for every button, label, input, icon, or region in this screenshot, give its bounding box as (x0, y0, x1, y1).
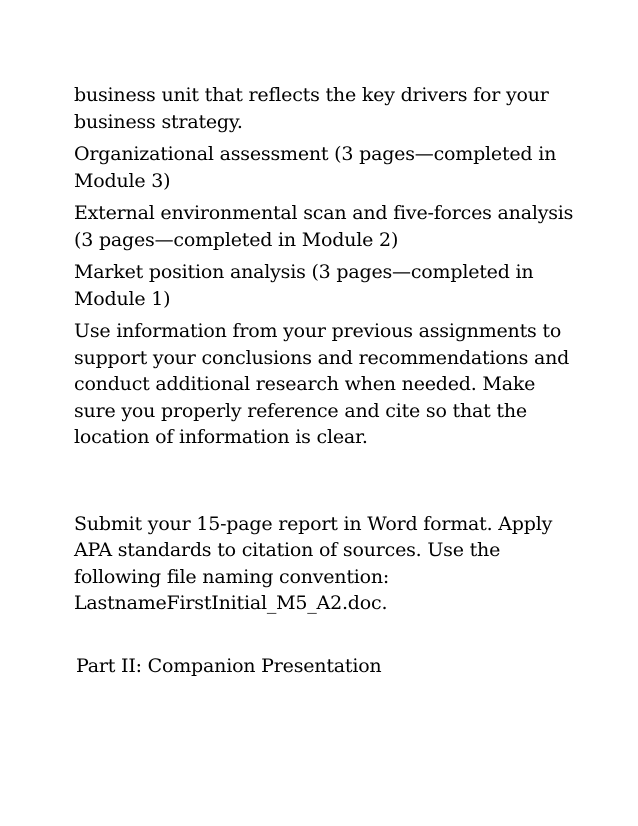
document-body (74, 82, 574, 679)
part-heading: Part II: Companion Presentation (76, 654, 382, 677)
paragraph-submission: Submit your 15-page report in Word format. Apply APA standards to citation of sources. Use the following file naming convention: LastnameFirstInitial_M5_A2.doc. (74, 512, 553, 614)
paragraph-use-information: Use information from your previous assignments to support your conclusions and recommendations and conduct additional research when needed. Make sure you properly reference and cite so that the location of information is clear. (74, 320, 570, 448)
paragraph-market-position: Market position analysis (3 pages—completed in Module 1) (74, 261, 534, 310)
paragraph-business-unit: business unit that reflects the key drivers for your business strategy. (74, 84, 549, 133)
paragraph-external-scan: External environmental scan and five-forces analysis (3 pages—completed in Module 2) (74, 202, 574, 251)
paragraph-organizational-assessment: Organizational assessment (3 pages—completed in Module 3) (74, 143, 557, 192)
blank-space (74, 623, 574, 653)
blank-space (74, 457, 574, 511)
